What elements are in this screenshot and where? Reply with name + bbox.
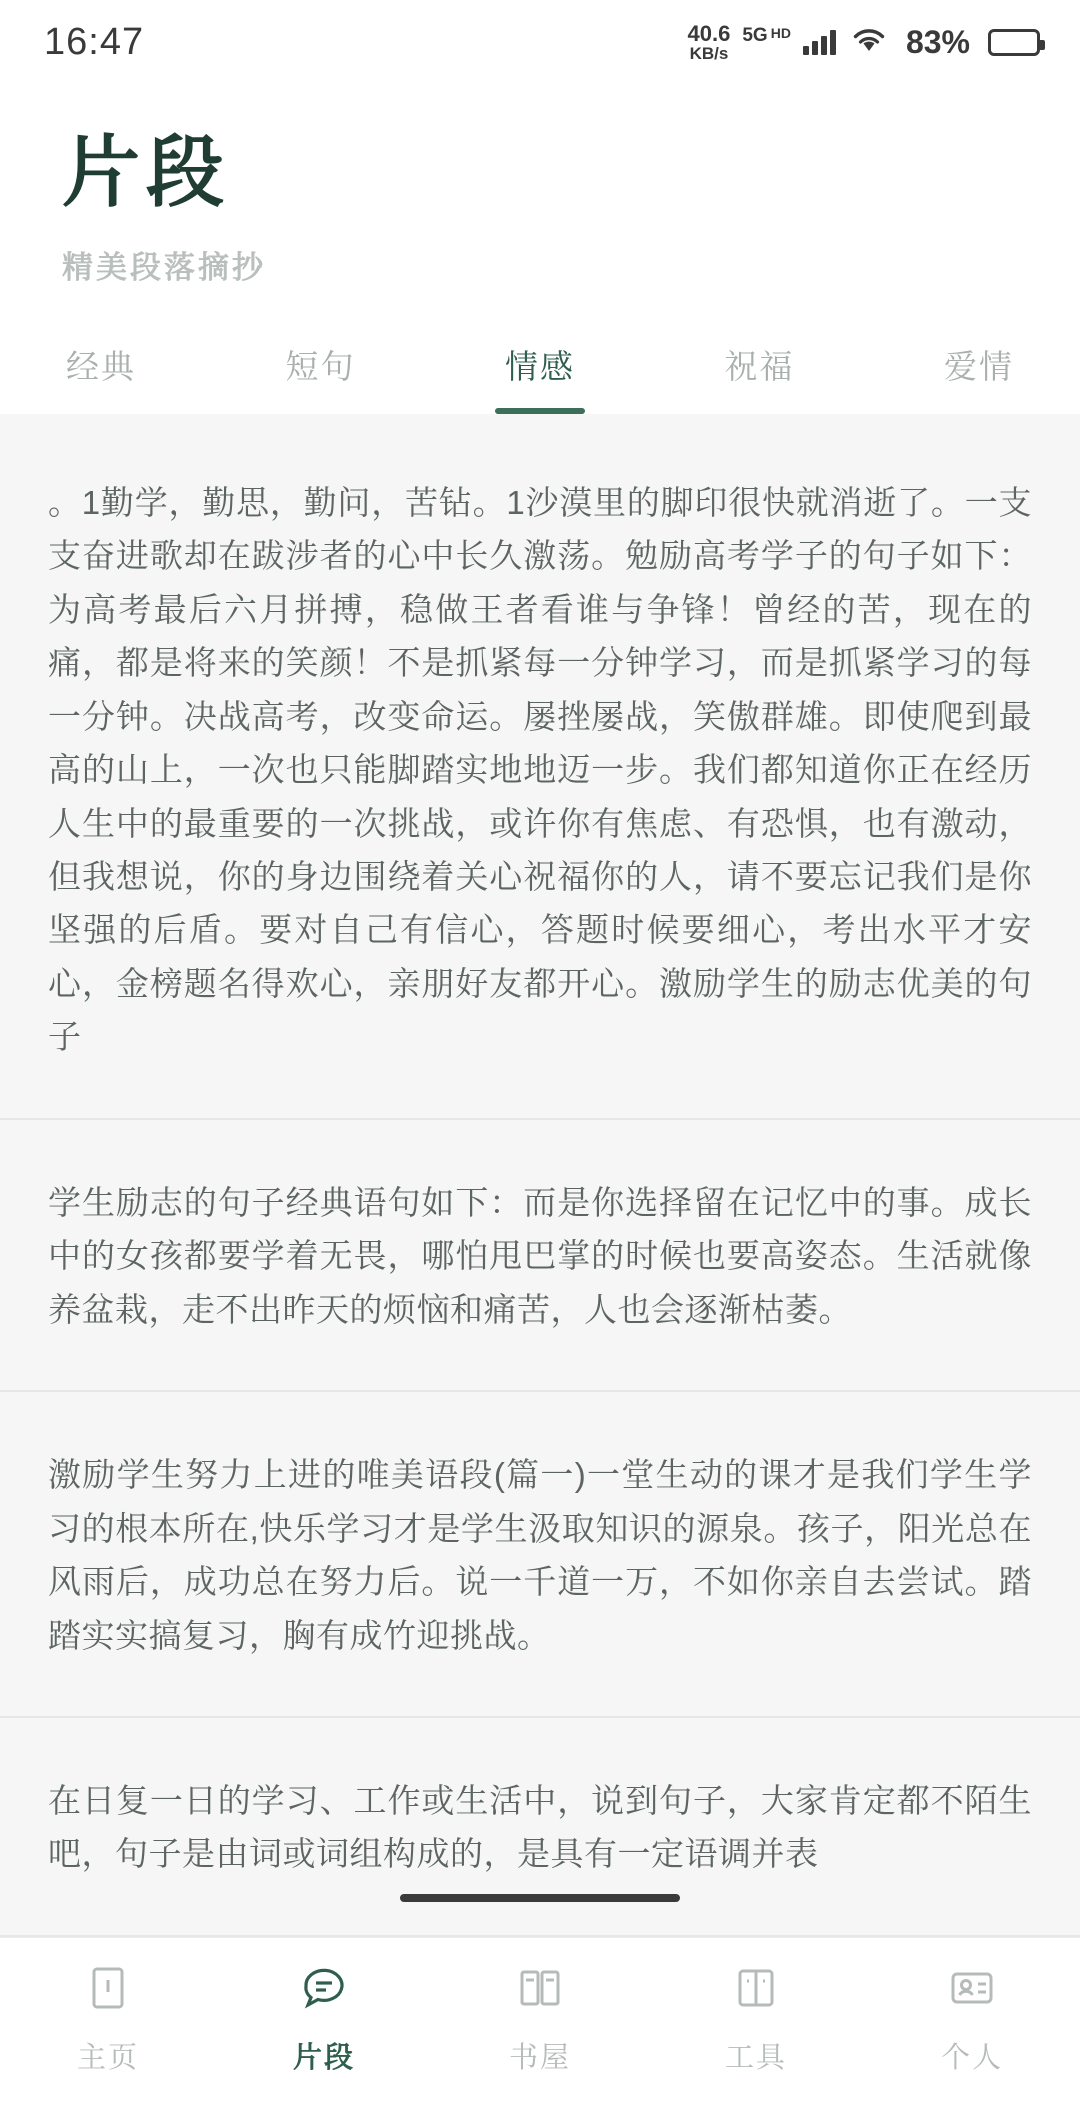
network-speed [688,22,731,63]
nav-label-profile: 个人 [940,2041,1003,2074]
hd-badge: HD [770,25,791,41]
page-header [0,84,1080,287]
nav-item-tools[interactable] [648,1960,864,2076]
category-tabs [0,335,1080,414]
home-icon [80,1960,136,2021]
profile-card-icon [944,1960,1000,2021]
tab-short-sentences[interactable]: 短句 [285,347,356,385]
network-speed-unit: KB/s [689,43,729,63]
passage-text: 激励学生努力上进的唯美语段(篇一)一堂生动的课才是我们学生学习的根本所在,快乐学习才是学生汲取知识的源泉。孩子，阳光总在风雨后，成功总在努力后。说一千道一万，不如你亲自去尝试。踏踏实实搞复习，胸有成竹迎挑战。 [48,1456,1032,1654]
nav-item-fragments[interactable] [216,1960,432,2076]
list-item[interactable] [0,1120,1080,1392]
books-icon [512,1960,568,2021]
battery-icon [988,29,1040,56]
tab-love[interactable]: 爱情 [944,347,1014,385]
passage-text: 在日复一日的学习、工作或生活中，说到句子，大家肯定都不陌生吧，句子是由词或词组构成的，是具有一定语调并表 [48,1781,1032,1873]
tab-classic[interactable]: 经典 [66,347,136,385]
list-item[interactable] [0,1718,1080,1937]
tab-emotion[interactable]: 情感 [491,335,589,414]
wifi-icon [852,27,886,58]
network-type-label [742,25,791,47]
chat-bubble-icon [296,1960,352,2021]
passage-list[interactable] [0,414,1080,1937]
status-indicators [688,22,1040,63]
nav-label-fragments: 片段 [292,2041,355,2074]
nav-label-bookhouse: 书屋 [508,2041,571,2074]
network-type-text: 5G [742,25,768,46]
tab-blessing[interactable]: 祝福 [724,347,795,385]
list-item[interactable] [0,1392,1080,1718]
tools-icon [728,1960,784,2021]
page-subtitle: 精美段落摘抄 [62,249,266,285]
status-time: 16:47 [44,20,145,63]
signal-strength-icon [803,29,836,55]
passage-text: 学生励志的句子经典语句如下：而是你选择留在记忆中的事。成长中的女孩都要学着无畏，哪怕甩巴掌的时候也要高姿态。生活就像养盆栽，走不出昨天的烦恼和痛苦，人也会逐渐枯萎。 [48,1183,1032,1328]
nav-item-bookhouse[interactable] [432,1960,648,2076]
list-item[interactable] [0,414,1080,1120]
nav-item-profile[interactable] [864,1960,1080,2076]
network-speed-value: 40.6 [687,20,731,46]
bottom-navigation [0,1937,1080,2123]
home-indicator[interactable] [400,1894,680,1902]
nav-item-home[interactable] [0,1960,216,2076]
passage-text: 。1勤学，勤思，勤问，苦钻。1沙漠里的脚印很快就消逝了。一支支奋进歌却在跋涉者的心中长久激荡。勉励高考学子的句子如下：为高考最后六月拼搏，稳做王者看谁与争锋！曾经的苦，现在的痛，都是将来的笑颜！不是抓紧每一分钟学习，而是抓紧学习的每一分钟。决战高考，改变命运。屡挫屡战，笑傲群雄。即使爬到最高的山上，一次也只能脚踏实地地迈一步。我们都知道你正在经历人生中的最重要的一次挑战，或许你有焦虑、有恐惧，也有激动，但我想说，你的身边围绕着关心祝福你的人，请不要忘记我们是你坚强的后盾。要对自己有信心，答题时候要细心，考出水平才安心，金榜题名得欢心，亲朋好友都开心。激励学生的励志优美的句子 [48,483,1032,1056]
nav-label-home: 主页 [76,2041,139,2074]
nav-label-tools: 工具 [724,2041,787,2074]
status-bar [0,0,1080,84]
battery-percent: 83% [905,23,970,60]
page-title: 片段 [62,129,231,216]
